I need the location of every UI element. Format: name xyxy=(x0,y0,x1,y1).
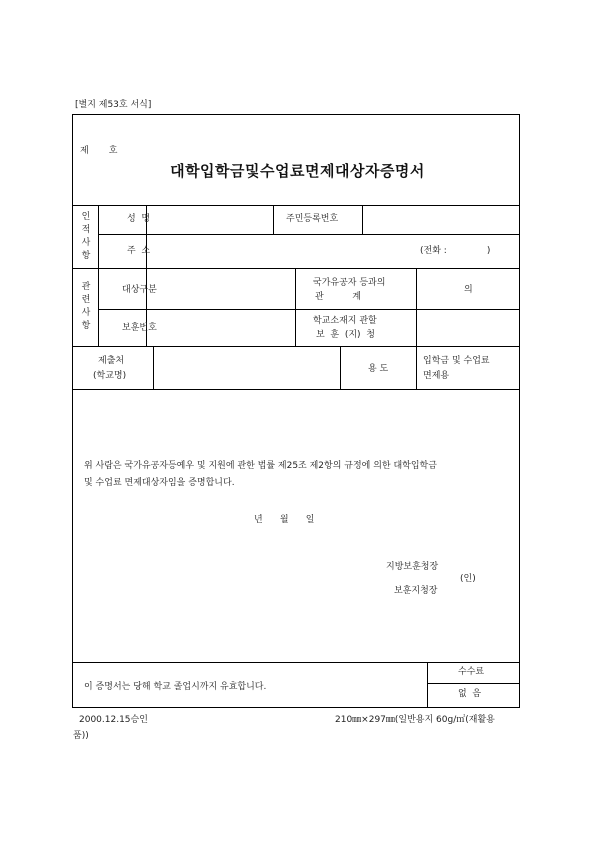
fee-label: 수수료 xyxy=(458,667,485,677)
rule-related-mid xyxy=(98,309,519,310)
paper-spec-line1: 210㎜×297㎜(일반용지 60g/㎡(재활용 xyxy=(335,715,495,725)
frame-top xyxy=(72,114,520,115)
rrn-label: 주민등록번호 xyxy=(286,214,339,224)
veteran-no-field[interactable] xyxy=(148,311,293,344)
validity-notice: 이 증명서는 당해 학교 졸업시까지 유효합니다. xyxy=(84,682,267,692)
office-label-line1: 학교소재지 관할 xyxy=(313,316,377,326)
veteran-no-label: 보훈번호 xyxy=(122,323,157,333)
frame-left xyxy=(72,114,73,708)
submit-place-field[interactable] xyxy=(155,348,338,387)
address-field[interactable] xyxy=(148,236,408,266)
related-section-label: 관 련 사 항 xyxy=(81,282,91,331)
submit-place-label-line2: (학교명) xyxy=(93,371,127,381)
name-label: 성 명 xyxy=(127,214,151,224)
col-personal-label xyxy=(98,205,99,268)
form-reference: [별지 제53호 서식] xyxy=(75,100,152,110)
col-fee xyxy=(427,662,428,707)
target-type-label: 대상구분 xyxy=(122,285,157,295)
col-submit-mid xyxy=(340,346,341,389)
rule-submit-top xyxy=(72,346,520,347)
purpose-value-line1: 입학금 및 수업료 xyxy=(423,356,490,366)
rrn-field[interactable] xyxy=(364,207,517,232)
certification-text-line1: 위 사람은 국가유공자등예우 및 지원에 관한 법률 제25조 제2항의 규정에 의한 대학입학금 xyxy=(84,461,437,471)
document-number-label: 제 호 xyxy=(80,146,118,156)
approval-date: 2000.12.15승인 xyxy=(79,715,148,725)
col-submit-right xyxy=(416,346,417,389)
rule-personal-top xyxy=(72,205,520,206)
issuer-regional: 지방보훈청장 xyxy=(386,562,439,572)
purpose-value-line2: 면제용 xyxy=(423,371,450,381)
frame-right xyxy=(519,114,520,708)
purpose-label: 용 도 xyxy=(368,364,389,374)
fee-value: 없 음 xyxy=(458,689,482,699)
submit-place-label-line1: 제출처 xyxy=(98,356,125,366)
name-field[interactable] xyxy=(148,207,271,232)
rule-name-address xyxy=(98,234,519,235)
rule-footer-top xyxy=(72,662,520,663)
phone-label: (전화 : ) xyxy=(420,246,491,256)
relation-label-line2: 관 계 xyxy=(315,292,361,302)
issue-date: 년 월 일 xyxy=(254,515,315,525)
document-title: 대학입학금및수업료면제대상자증명서 xyxy=(170,162,425,180)
col-submit-label xyxy=(153,346,154,389)
personal-section-label: 인 적 사 항 xyxy=(81,212,91,261)
col-related-field xyxy=(146,268,147,346)
relation-label-line1: 국가유공자 등과의 xyxy=(313,278,386,288)
col-related-mid xyxy=(295,268,296,346)
relation-value: 의 xyxy=(464,285,473,295)
office-field[interactable] xyxy=(418,311,517,344)
rule-fee-mid xyxy=(427,683,519,684)
col-related-right xyxy=(416,268,417,346)
rule-related-top xyxy=(72,268,520,269)
issuer-branch: 보훈지청장 xyxy=(394,586,438,596)
rule-body-top xyxy=(72,389,520,390)
paper-spec-line2: 품)) xyxy=(73,731,89,741)
col-rrn-right xyxy=(362,205,363,234)
certification-text-line2: 및 수업료 면제대상자임을 증명합니다. xyxy=(84,478,235,488)
frame-bottom xyxy=(72,707,520,708)
target-type-field[interactable] xyxy=(148,270,293,307)
col-rrn-left xyxy=(273,205,274,234)
col-related-label xyxy=(98,268,99,346)
address-label: 주 소 xyxy=(127,246,151,256)
office-label-line2: 보 훈 (지) 청 xyxy=(316,330,375,340)
seal-mark: (인) xyxy=(460,574,476,584)
